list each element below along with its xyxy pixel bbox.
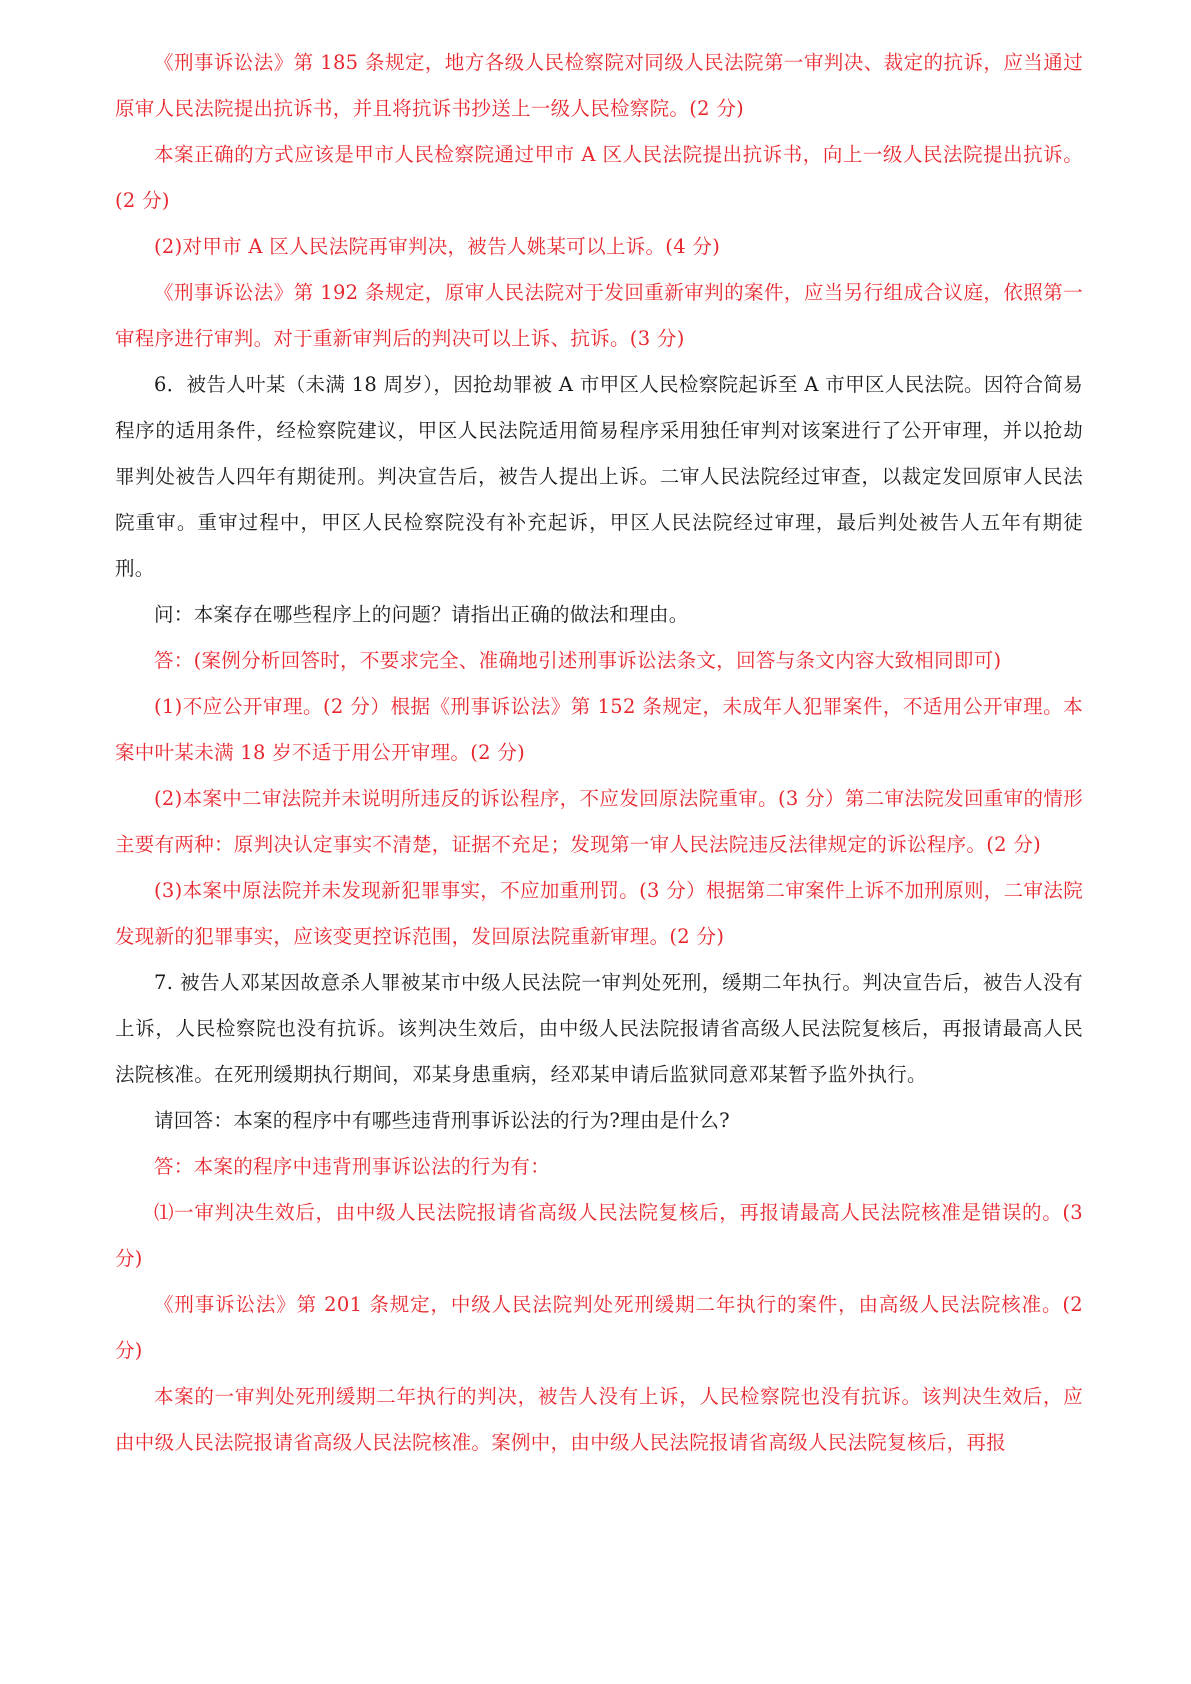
paragraph-answer-note: 答：(案例分析回答时，不要求完全、准确地引述刑事诉讼法条文，回答与条文内容大致相同即可) [154, 649, 1002, 672]
paragraph-answer-6-2: (2)本案中二审法院并未说明所违反的诉讼程序，不应发回原法院重审。(3 分）第二审法院发回重审的情形主要有两种：原判决认定事实不清楚，证据不充足；发现第一审人民法院违反法律规定的诉讼程序。(2 分) [115, 787, 1083, 856]
paragraph-answer-2: (2)对甲市 A 区人民法院再审判决，被告人姚某可以上诉。(4 分) [154, 235, 721, 258]
paragraph-answer-7-explanation: 本案的一审判处死刑缓期二年执行的判决，被告人没有上诉，人民检察院也没有抗诉。该判决生效后，应由中级人民法院报请省高级人民法院核准。案例中，由中级人民法院报请省高级人民法院复核后，再报 [115, 1385, 1083, 1454]
paragraph-correct-method: 本案正确的方式应该是甲市人民检察院通过甲市 A 区人民法院提出抗诉书，向上一级人民法院提出抗诉。(2 分) [115, 143, 1083, 212]
paragraph-art201-rule: 《刑事诉讼法》第 201 条规定，中级人民法院判处死刑缓期二年执行的案件，由高级人民法院核准。(2 分) [115, 1293, 1083, 1362]
paragraph-question-7: 请回答：本案的程序中有哪些违背刑事诉讼法的行为?理由是什么? [154, 1109, 730, 1132]
paragraph-answer-7-intro: 答：本案的程序中违背刑事诉讼法的行为有： [154, 1155, 551, 1178]
paragraph-answer-6-3: (3)本案中原法院并未发现新犯罪事实，不应加重刑罚。(3 分）根据第二审案件上诉不加刑原则，二审法院发现新的犯罪事实，应该变更控诉范围，发回原法院重新审理。(2 分) [115, 879, 1083, 948]
paragraph-case-7: 7. 被告人邓某因故意杀人罪被某市中级人民法院一审判处死刑，缓期二年执行。判决宣告后，被告人没有上诉，人民检察院也没有抗诉。该判决生效后，由中级人民法院报请省高级人民法院复核后，再报请最高人民法院核准。在死刑缓期执行期间，邓某身患重病，经邓某申请后监狱同意邓某暂予监外执行。 [115, 971, 1083, 1086]
paragraph-answer-7-1: ⑴一审判决生效后，由中级人民法院报请省高级人民法院复核后，再报请最高人民法院核准是错误的。(3 分) [115, 1201, 1083, 1270]
paragraph-answer-6-1: (1)不应公开审理。(2 分）根据《刑事诉讼法》第 152 条规定，未成年人犯罪案件，不适用公开审理。本案中叶某未满 18 岁不适于用公开审理。(2 分) [115, 695, 1083, 764]
paragraph-question-6: 问：本案存在哪些程序上的问题？请指出正确的做法和理由。 [154, 603, 689, 626]
paragraph-case-6: 6．被告人叶某（未满 18 周岁），因抢劫罪被 A 市甲区人民检察院起诉至 A 市甲区人民法院。因符合简易程序的适用条件，经检察院建议，甲区人民法院适用简易程序采用独任审判对该案进行了公开审理，并以抢劫罪判处被告人四年有期徒刑。判决宣告后，被告人提出上诉。二审人民法院经过审查，以裁定发回原审人民法院重审。重审过程中，甲区人民检察院没有补充起诉，甲区人民法院经过审理，最后判处被告人五年有期徒刑。 [115, 373, 1083, 580]
paragraph-art192-rule: 《刑事诉讼法》第 192 条规定，原审人民法院对于发回重新审判的案件，应当另行组成合议庭，依照第一审程序进行审判。对于重新审判后的判决可以上诉、抗诉。(3 分) [115, 281, 1083, 350]
paragraph-art185-rule: 《刑事诉讼法》第 185 条规定，地方各级人民检察院对同级人民法院第一审判决、裁定的抗诉，应当通过原审人民法院提出抗诉书，并且将抗诉书抄送上一级人民检察院。(2 分) [115, 51, 1083, 120]
